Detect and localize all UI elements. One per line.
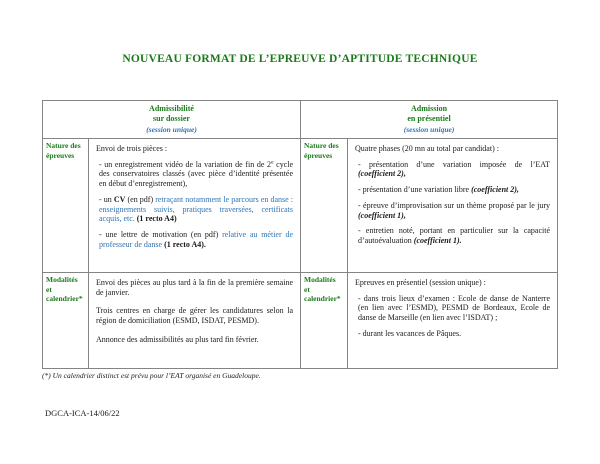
row-label-nature-right-line1: Nature des (304, 141, 339, 150)
table-row-modalites-calendrier (43, 273, 558, 369)
row-label-nature-right-line2: épreuves (304, 150, 333, 160)
row-label-modalites-left-line3: calendrier* (46, 294, 83, 303)
cell-nature-admission: Quatre phases (20 mn au total par candidat) : - présentation d’une variation imposée de l’EAT (coefficient 2), - présentation d’une variation libre (coefficient 2), - épreuve d’improvisation sur un thème proposé par le jury (coefficient 1), - entretien noté, portant en particulier sur la capacité d’autoévaluation (coefficient 1). (348, 139, 558, 273)
row-label-nature-right (301, 139, 348, 273)
row-label-nature-left-line2: épreuves (46, 150, 75, 160)
row-label-nature-left (43, 139, 89, 273)
document-reference: DGCA-ICA-14/06/22 (45, 408, 120, 418)
row-label-modalites-right (301, 273, 348, 369)
row-label-modalites-right-line3: calendrier* (304, 294, 341, 303)
row-label-modalites-left-line1: Modalités (46, 275, 78, 284)
footnote-guadeloupe: (*) Un calendrier distinct est prévu pour l’EAT organisé en Guadeloupe. (42, 371, 261, 380)
row-label-modalites-left-line2: et (46, 284, 52, 294)
document-title: NOUVEAU FORMAT DE L’EPREUVE D’APTITUDE TECHNIQUE (122, 53, 478, 65)
row-label-nature-left-line1: Nature des (46, 141, 81, 150)
row-label-modalites-left (43, 273, 89, 369)
eat-format-table (42, 100, 558, 369)
header-cell-admissibilite (43, 101, 301, 139)
cell-nature-admissibilite: Envoi de trois pièces : - un enregistrement vidéo de la variation de fin de 2e cycle des conservatoires classés (avec pièce d’identité présentée en début d’enregistrement), - un CV (en pdf) retraçant notamment le parcours en danse : enseignements suivis, pratiques traversées, certificats acquis, etc. (1 recto A4) - une lettre de motivation (en pdf) relative au métier de professeur de danse (1 recto A4). (89, 139, 301, 273)
header-admissibilite-line1: Admissibilité (149, 103, 194, 113)
table-header-row (43, 101, 558, 139)
table-row-nature-epreuves (43, 139, 558, 273)
cell-modalites-admission: Epreuves en présentiel (session unique) : - dans trois lieux d’examen : Ecole de danse de Nanterre (en lien avec l’ESMD), PESMD de Bordeaux, Ecole de danse de Marseille (en lien avec l’ISDAT) ; - durant les vacances de Pâques. (348, 273, 558, 369)
row-label-modalites-right-line1: Modalités (304, 275, 336, 284)
header-admission-session: (session unique) (403, 124, 455, 134)
header-admission-line1: Admission (411, 103, 448, 113)
header-cell-admission (301, 101, 558, 139)
header-admission-line2: en présentiel (407, 114, 451, 124)
cell-modalites-admissibilite: Envoi des pièces au plus tard à la fin de la première semaine de janvier. Trois centres en charge de gérer les candidatures selon la région de domiciliation (ESMD, ISDAT, PESMD). Annonce des admissibilités au plus tard fin février. (89, 273, 301, 369)
header-admissibilite-line2: sur dossier (153, 114, 190, 124)
row-label-modalites-right-line2: et (304, 284, 310, 294)
header-admissibilite-session: (session unique) (146, 124, 197, 134)
